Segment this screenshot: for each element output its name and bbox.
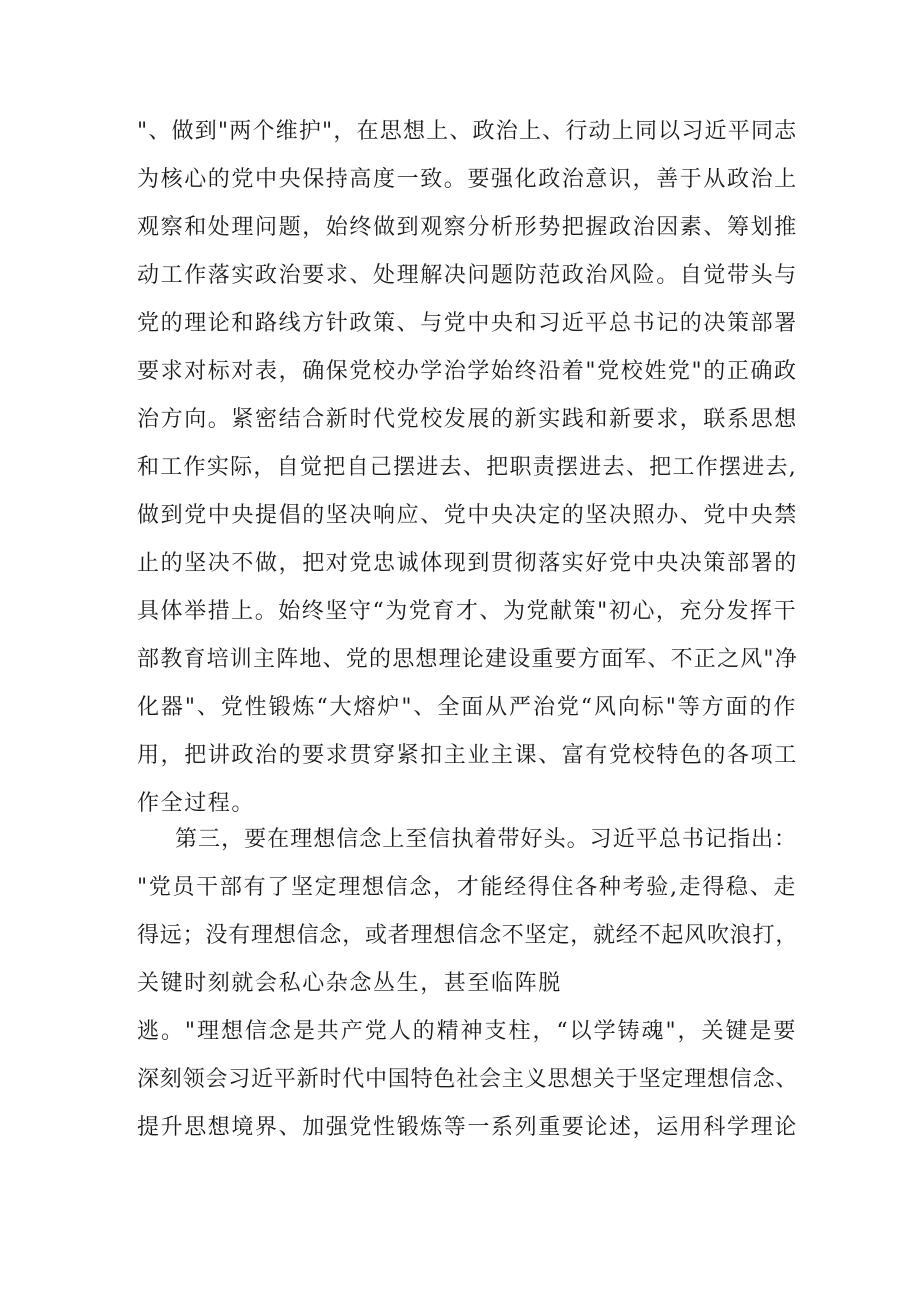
paragraph-1-line: 做到党中央提倡的坚决响应、党中央决定的坚决照办、党中央禁	[137, 503, 798, 528]
paragraph-1-line: 动工作落实政治要求、处理解决问题防范政治风险。自觉带头与	[137, 263, 798, 288]
paragraph-2-line: 提升思想境界、加强党性锻炼等一系列重要论述，运用科学理论	[137, 1115, 798, 1140]
paragraph-2-line: 第三，要在理想信念上至信执着带好头。习近平总书记指出：	[175, 827, 797, 852]
paragraph-1-line: 为核心的党中央保持高度一致。要强化政治意识，善于从政治上	[137, 167, 798, 192]
paragraph-1-line: "、做到"两个维护"，在思想上、政治上、行动上同以习近平同志	[137, 119, 798, 144]
paragraph-2-line: 深刻领会习近平新时代中国特色社会主义思想关于坚定理想信念、	[137, 1067, 799, 1092]
paragraph-1-line: 止的坚决不做，把对党忠诚体现到贯彻落实好党中央决策部署的	[137, 551, 798, 576]
paragraph-2-line: 关键时刻就会私心杂念丛生，甚至临阵脱	[137, 971, 562, 996]
paragraph-1-line: 具体举措上。始终坚守“为党育才、为党献策"初心，充分发挥干	[137, 599, 797, 624]
paragraph-1-line: 用，把讲政治的要求贯穿紧扣主业主课、富有党校特色的各项工	[137, 743, 798, 768]
paragraph-1-line: 治方向。紧密结合新时代党校发展的新实践和新要求，联系思想	[137, 407, 798, 432]
paragraph-1-line: 部教育培训主阵地、党的思想理论建设重要方面军、不正之风"净	[137, 647, 798, 672]
paragraph-2-line: 得远；没有理想信念，或者理想信念不坚定，就经不起风吹浪打，	[137, 923, 799, 948]
paragraph-1-line: 和工作实际，自觉把自己摆进去、把职责摆进去、把工作摆进去,	[137, 455, 797, 480]
paragraph-1-line: 观察和处理问题，始终做到观察分析形势把握政治因素、筹划推	[137, 215, 798, 240]
paragraph-1-line: 要求对标对表，确保党校办学治学始终沿着"党校姓党"的正确政	[137, 359, 798, 384]
paragraph-2-line: "党员干部有了坚定理想信念，才能经得住各种考验,走得稳、走	[137, 875, 797, 900]
paragraph-1-line: 作全过程。	[137, 791, 256, 816]
paragraph-2-line: 逃。"理想信念是共产党人的精神支柱，“以学铸魂"，关键是要	[137, 1019, 797, 1044]
paragraph-1-line: 党的理论和路线方针政策、与党中央和习近平总书记的决策部署	[137, 311, 798, 336]
paragraph-1-line: 化器"、党性锻炼“大熔炉"、全面从严治党“风向标"等方面的作	[137, 695, 797, 720]
